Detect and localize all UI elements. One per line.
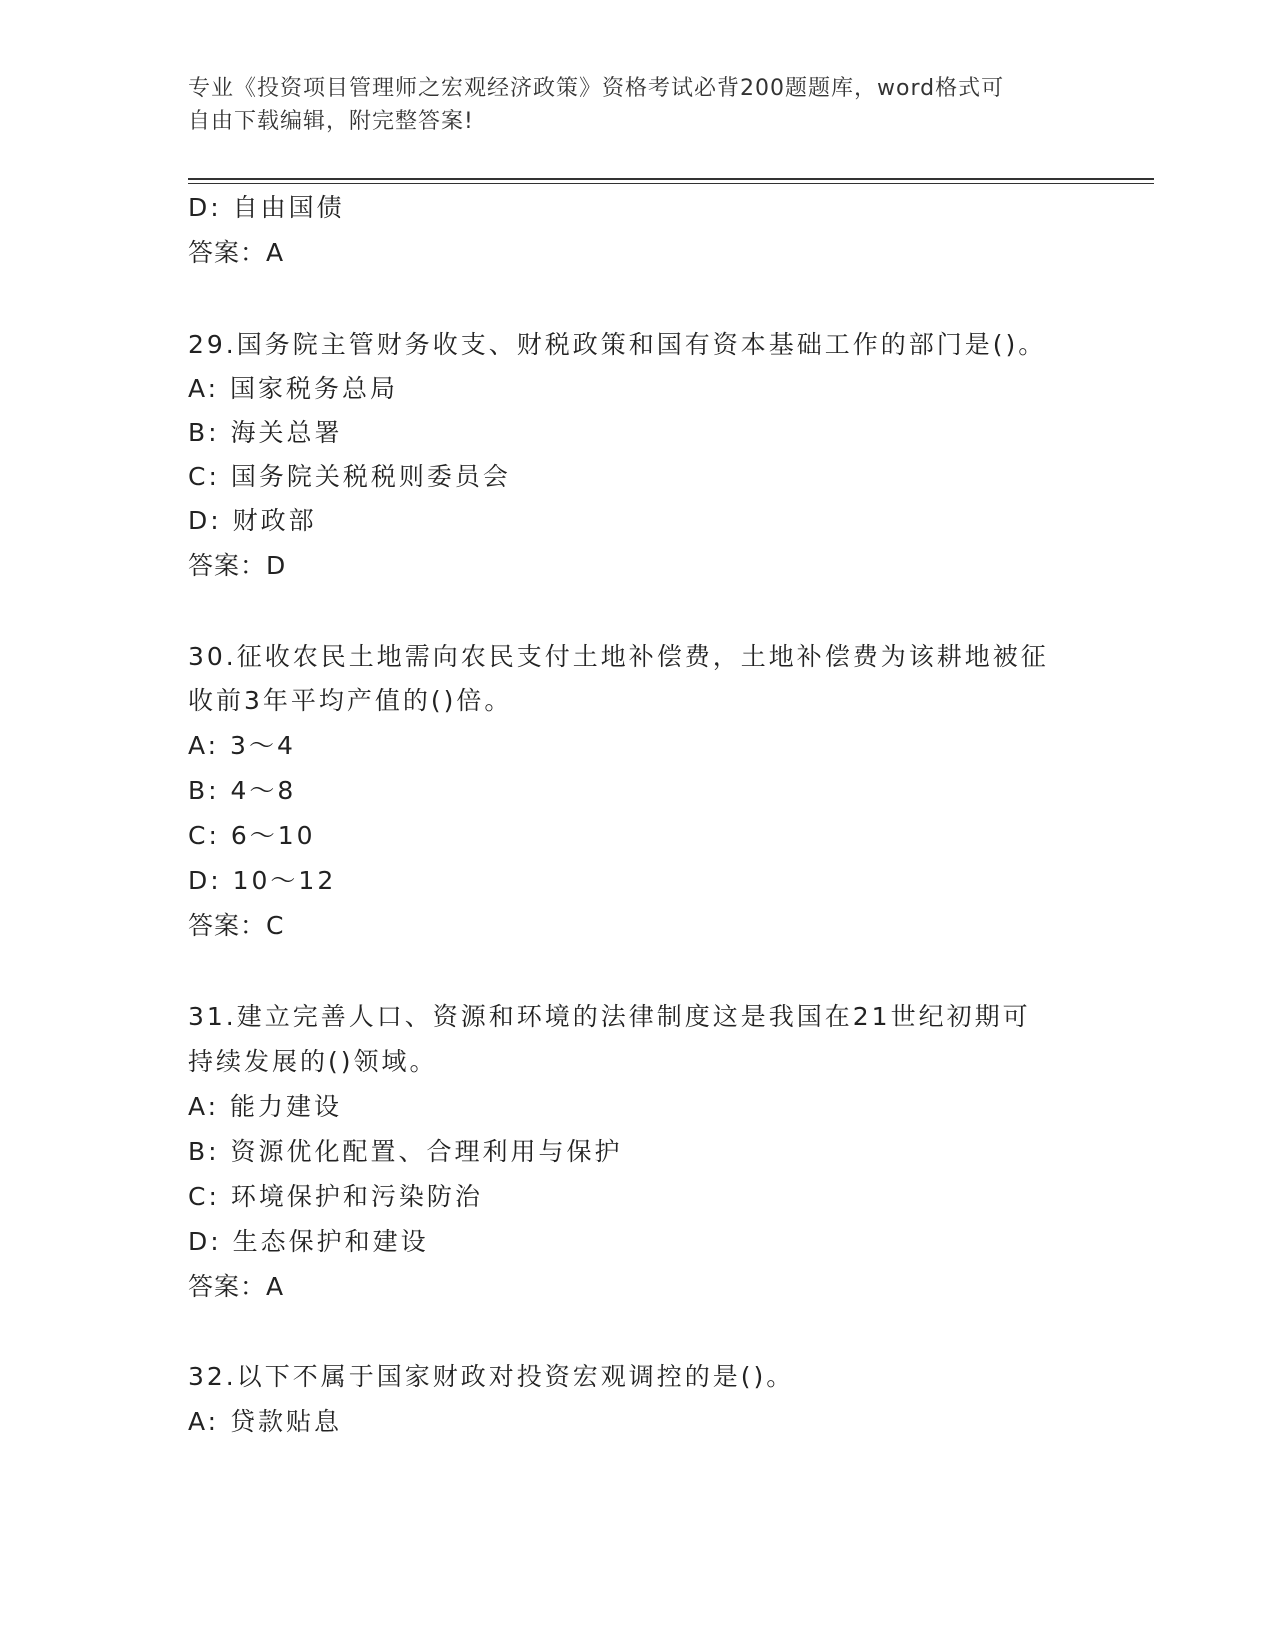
q31-stem-line-1: 31.建立完善人口、资源和环境的法律制度这是我国在21世纪初期可 <box>188 1002 1031 1031</box>
q30-stem-line-1: 30.征收农民土地需向农民支付土地补偿费，土地补偿费为该耕地被征 <box>188 642 1049 671</box>
q29-option-b: B: 海关总署 <box>188 418 343 447</box>
q29-option-d: D: 财政部 <box>188 506 317 535</box>
document-header <box>188 72 1088 138</box>
q31-option-d: D: 生态保护和建设 <box>188 1227 429 1256</box>
q29-stem: 29.国务院主管财务收支、财税政策和国有资本基础工作的部门是()。 <box>188 330 1047 359</box>
q29-option-a: A: 国家税务总局 <box>188 374 399 403</box>
q31-stem-line-2: 持续发展的()领域。 <box>188 1047 438 1076</box>
header-line-1: 专业《投资项目管理师之宏观经济政策》资格考试必背200题题库，word格式可 <box>188 76 1005 101</box>
q29-answer: 答案：D <box>188 551 287 580</box>
q32-stem: 32.以下不属于国家财政对投资宏观调控的是()。 <box>188 1362 795 1391</box>
prev-option-d: D: 自由国债 <box>188 193 345 222</box>
prev-answer: 答案：A <box>188 238 285 267</box>
header-divider-bottom <box>188 183 1154 184</box>
q30-stem-line-2: 收前3年平均产值的()倍。 <box>188 686 513 715</box>
q31-option-b: B: 资源优化配置、合理利用与保护 <box>188 1137 623 1166</box>
q30-option-d: D: 10～12 <box>188 866 337 895</box>
q32-option-a: A: 贷款贴息 <box>188 1407 343 1436</box>
q30-option-c: C: 6～10 <box>188 821 316 850</box>
q29-option-c: C: 国务院关税税则委员会 <box>188 462 511 491</box>
q30-option-a: A: 3～4 <box>188 731 296 760</box>
header-divider-top <box>188 178 1154 180</box>
header-line-2: 自由下载编辑，附完整答案! <box>188 109 474 134</box>
q31-option-a: A: 能力建设 <box>188 1092 343 1121</box>
q30-answer: 答案：C <box>188 911 285 940</box>
q30-option-b: B: 4～8 <box>188 776 297 805</box>
q31-answer: 答案：A <box>188 1272 285 1301</box>
q31-option-c: C: 环境保护和污染防治 <box>188 1182 483 1211</box>
